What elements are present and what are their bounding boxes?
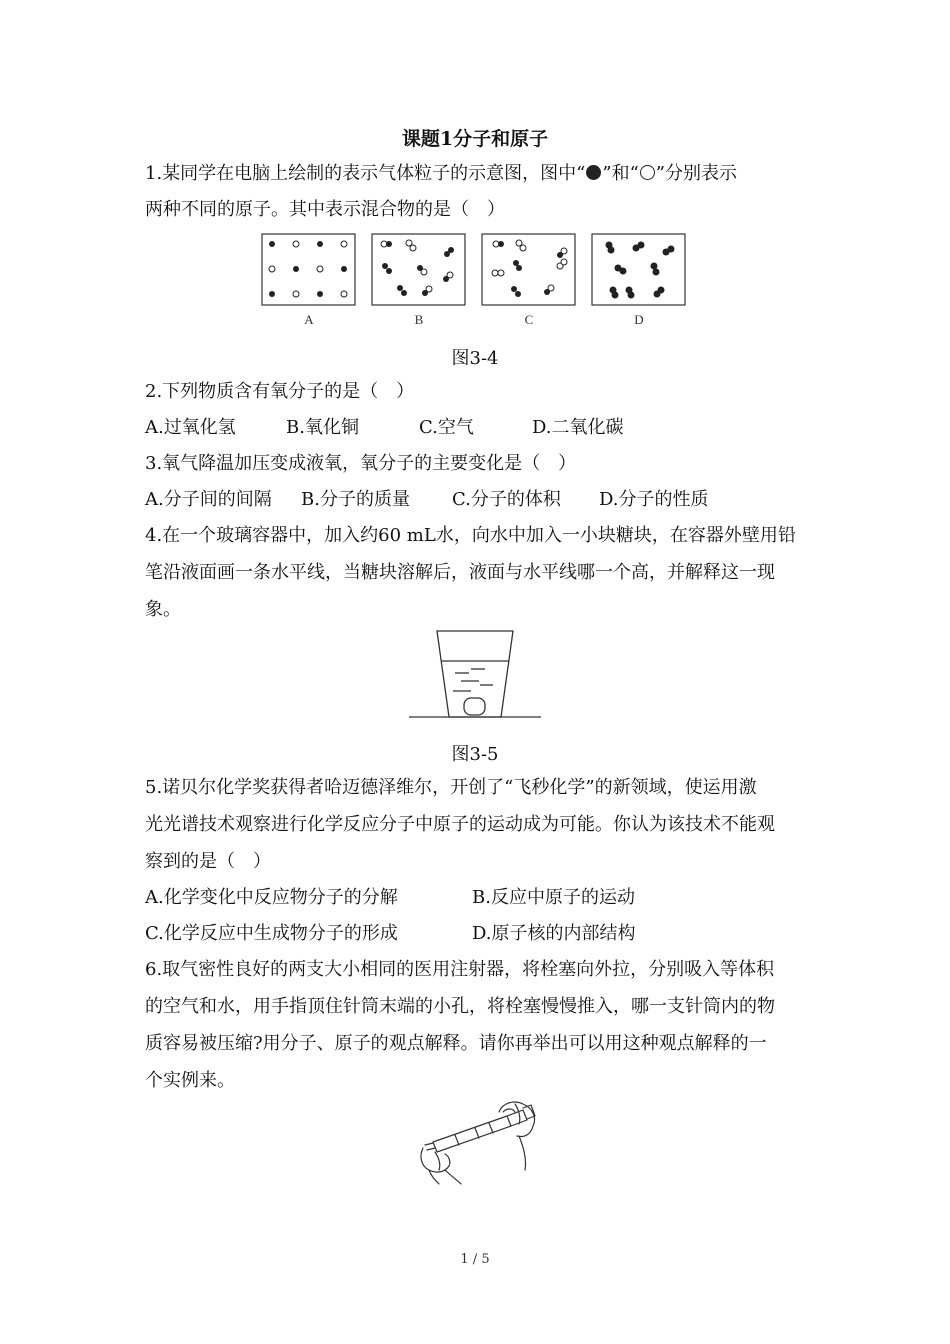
q5-line-3: 察到的是（ ） <box>145 851 271 872</box>
left-hand <box>421 1148 461 1184</box>
syringe-barrel <box>433 1116 511 1152</box>
q3-option-b: B.分子的质量 <box>301 489 410 510</box>
box-label-c: C <box>524 312 534 327</box>
q2-option-a: A.过氧化氢 <box>145 417 236 438</box>
box-label-b: B <box>414 312 424 327</box>
q5-option-b: B.反应中原子的运动 <box>472 887 635 908</box>
q5-line-2: 光光谱技术观察进行化学反应分子中原子的运动成为可能。你认为该技术不能观 <box>145 814 775 835</box>
q1-line1-mid: ”和“ <box>602 163 639 184</box>
q1-line1-pre: 1.某同学在电脑上绘制的表示气体粒子的示意图，图中“ <box>145 163 586 184</box>
sugar-cube <box>464 698 485 715</box>
q2-stem: 2.下列物质含有氧分子的是（ ） <box>145 381 415 402</box>
box-c-particles <box>492 240 567 297</box>
q3-option-a: A.分子间的间隔 <box>145 489 272 510</box>
box-a-particles <box>269 241 347 297</box>
syringe-illustration <box>415 1100 540 1185</box>
q3-option-d: D.分子的性质 <box>599 489 709 510</box>
box-label-d: D <box>634 312 644 327</box>
figure-3-4-caption: 图3-4 <box>451 348 499 369</box>
q6-line-1: 6.取气密性良好的两支大小相同的医用注射器，将栓塞向外拉，分别吸入等体积 <box>145 959 775 980</box>
q5-option-a: A.化学变化中反应物分子的分解 <box>145 887 398 908</box>
q2-option-c: C.空气 <box>419 417 474 438</box>
q5-line-1: 5.诺贝尔化学奖获得者哈迈德泽维尔，开创了“飞秒化学”的新领域，使运用激 <box>145 777 757 798</box>
q2-option-b: B.氧化铜 <box>286 417 359 438</box>
beaker-outline <box>437 631 513 717</box>
figure-3-5-caption: 图3-5 <box>451 744 499 765</box>
q1-line1-post: ”分别表示 <box>655 163 737 184</box>
figure-3-4 <box>255 228 695 333</box>
box-b-particles <box>381 240 454 296</box>
q4-line-2: 笔沿液面画一条水平线，当糖块溶解后，液面与水平线哪一个高，并解释这一现 <box>145 562 775 583</box>
q4-line-3: 象。 <box>145 599 181 620</box>
figure-3-5 <box>405 625 545 725</box>
q5-option-d: D.原子核的内部结构 <box>472 923 636 944</box>
hollow-atom-icon <box>640 165 655 180</box>
filled-atom-icon <box>586 165 601 180</box>
q4-line-1: 4.在一个玻璃容器中，加入约60 mL水，向水中加入一小块糖块，在容器外壁用铅 <box>145 525 796 546</box>
page-number: 1 / 5 <box>460 1252 490 1267</box>
q3-option-c: C.分子的体积 <box>452 489 561 510</box>
q5-option-c: C.化学反应中生成物分子的形成 <box>145 923 398 944</box>
page-title: 课题1分子和原子 <box>401 128 549 150</box>
q6-line-3: 质容易被压缩?用分子、原子的观点解释。请你再举出可以用这种观点解释的一 <box>145 1033 767 1054</box>
q2-option-d: D.二氧化碳 <box>532 417 624 438</box>
box-label-a: A <box>304 312 314 327</box>
q1-line-2: 两种不同的原子。其中表示混合物的是（ ） <box>145 199 505 220</box>
box-d-particles <box>606 242 675 299</box>
q1-line-1 <box>145 162 810 186</box>
q3-stem: 3.氧气降温加压变成液氧，氧分子的主要变化是（ ） <box>145 453 577 474</box>
q6-line-2: 的空气和水，用手指顶住针筒末端的小孔，将栓塞慢慢推入，哪一支针筒内的物 <box>145 996 775 1017</box>
q6-line-4: 个实例来。 <box>145 1070 235 1091</box>
